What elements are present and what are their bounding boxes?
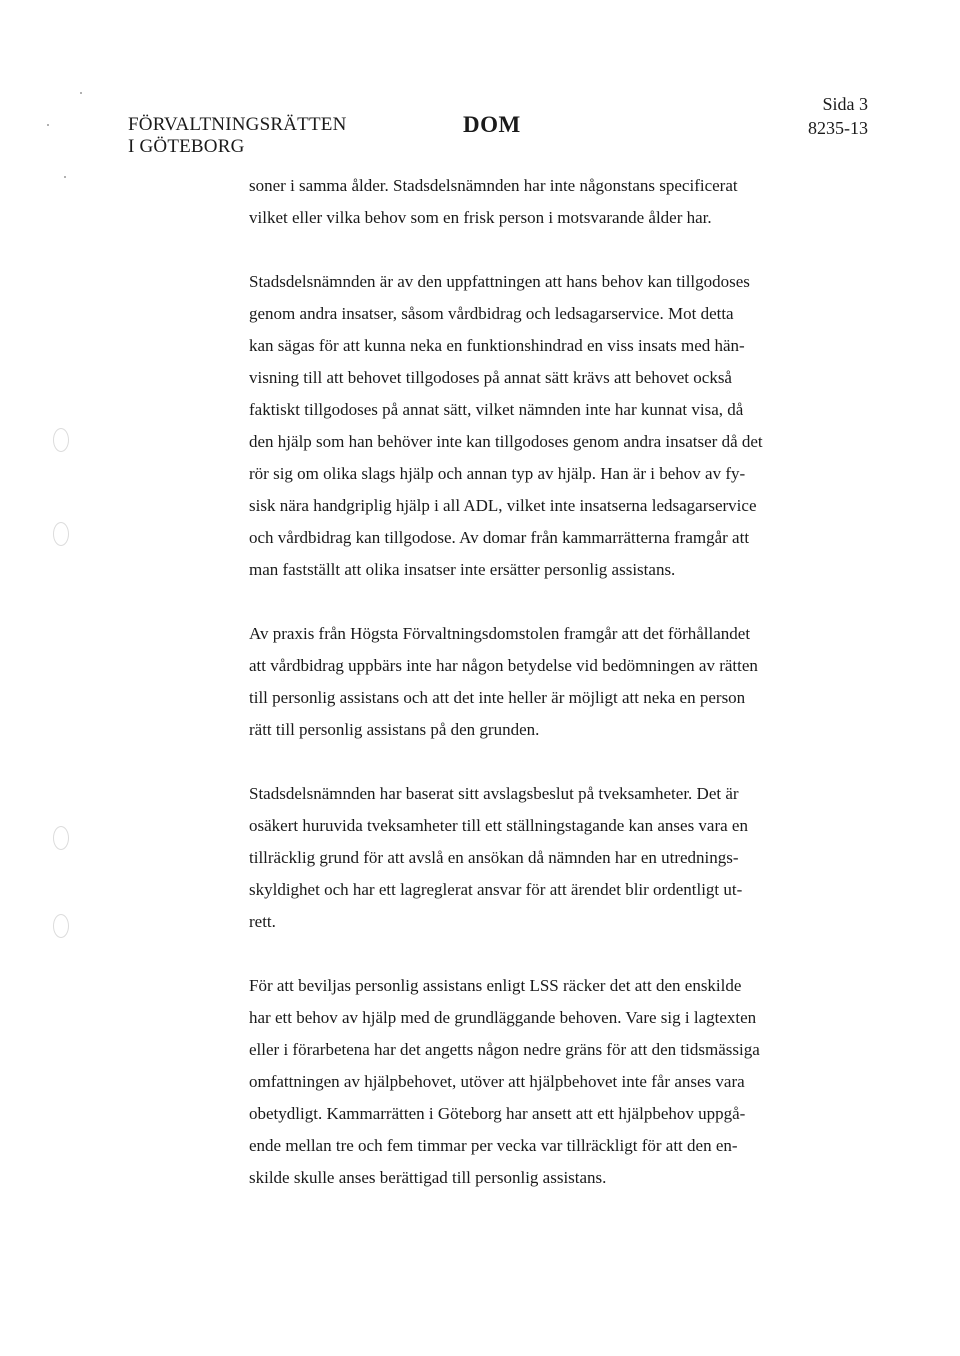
text-line: tillräcklig grund för att avslå en ansökan då nämnden har en utrednings- (249, 848, 739, 867)
text-line: För att beviljas personlig assistans enligt LSS räcker det att den enskilde (249, 976, 742, 995)
court-name-line2: I GÖTEBORG (128, 136, 245, 157)
text-line: eller i förarbetena har det angetts någon nedre gräns för att den tidsmässiga (249, 1040, 760, 1059)
text-line: genom andra insatser, såsom vårdbidrag och ledsagarservice. Mot detta (249, 304, 734, 323)
text-line: har ett behov av hjälp med de grundläggande behoven. Vare sig i lagtexten (249, 1008, 757, 1027)
punch-hole-mark (53, 428, 69, 452)
text-line: faktiskt tillgodoses på annat sätt, vilket nämnden inte har kunnat visa, då (249, 400, 744, 419)
text-line: vilket eller vilka behov som en frisk person i motsvarande ålder har. (249, 208, 712, 227)
text-line: Stadsdelsnämnden är av den uppfattningen att hans behov kan tillgodoses (249, 272, 750, 291)
page-info (808, 92, 868, 140)
punch-hole-mark (53, 522, 69, 546)
paragraph (249, 970, 809, 1194)
paragraph (249, 170, 809, 234)
text-line: skilde skulle anses berättigad till personlig assistans. (249, 1168, 607, 1187)
text-line: osäkert huruvida tveksamheter till ett ställningstagande kan anses vara en (249, 816, 748, 835)
court-name-line1: FÖRVALTNINGSRÄTTEN (128, 114, 347, 135)
text-line: visning till att behovet tillgodoses på annat sätt krävs att behovet också (249, 368, 732, 387)
document-body (249, 170, 809, 1194)
text-line: man fastställt att olika insatser inte ersätter personlig assistans. (249, 560, 676, 579)
punch-hole-mark (53, 826, 69, 850)
text-line: Stadsdelsnämnden har baserat sitt avslagsbeslut på tveksamheter. Det är (249, 784, 739, 803)
text-line: rätt till personlig assistans på den grunden. (249, 720, 540, 739)
text-line: rett. (249, 912, 276, 931)
text-line: ende mellan tre och fem timmar per vecka var tillräckligt för att den en- (249, 1136, 738, 1155)
text-line: soner i samma ålder. Stadsdelsnämnden har inte någonstans specificerat (249, 176, 738, 195)
scan-speck (80, 92, 82, 94)
text-line: kan sägas för att kunna neka en funktionshindrad en viss insats med hän- (249, 336, 745, 355)
document-type: DOM (463, 112, 521, 137)
text-line: rör sig om olika slags hjälp och annan typ av hjälp. Han är i behov av fy- (249, 464, 746, 483)
text-line: att vårdbidrag uppbärs inte har någon betydelse vid bedömningen av rätten (249, 656, 758, 675)
text-line: omfattningen av hjälpbehovet, utöver att hjälpbehovet inte får anses vara (249, 1072, 745, 1091)
punch-hole-mark (53, 914, 69, 938)
page-number: Sida 3 (822, 94, 868, 114)
text-line: skyldighet och har ett lagreglerat ansvar för att ärendet blir ordentligt ut- (249, 880, 743, 899)
court-name (128, 114, 347, 158)
text-line: sisk nära handgriplig hjälp i all ADL, vilket inte insatserna ledsagarservice (249, 496, 757, 515)
paragraph (249, 778, 809, 938)
paragraph (249, 266, 809, 586)
scan-speck (47, 124, 49, 126)
text-line: och vårdbidrag kan tillgodose. Av domar från kammarrätterna framgår att (249, 528, 750, 547)
text-line: den hjälp som han behöver inte kan tillgodoses genom andra insatser då det (249, 432, 763, 451)
paragraph (249, 618, 809, 746)
text-line: Av praxis från Högsta Förvaltningsdomstolen framgår att det förhållandet (249, 624, 751, 643)
case-number: 8235-13 (808, 118, 868, 138)
text-line: obetydligt. Kammarrätten i Göteborg har ansett att ett hjälpbehov uppgå- (249, 1104, 746, 1123)
text-line: till personlig assistans och att det inte heller är möjligt att neka en person (249, 688, 746, 707)
scan-speck (64, 176, 66, 178)
